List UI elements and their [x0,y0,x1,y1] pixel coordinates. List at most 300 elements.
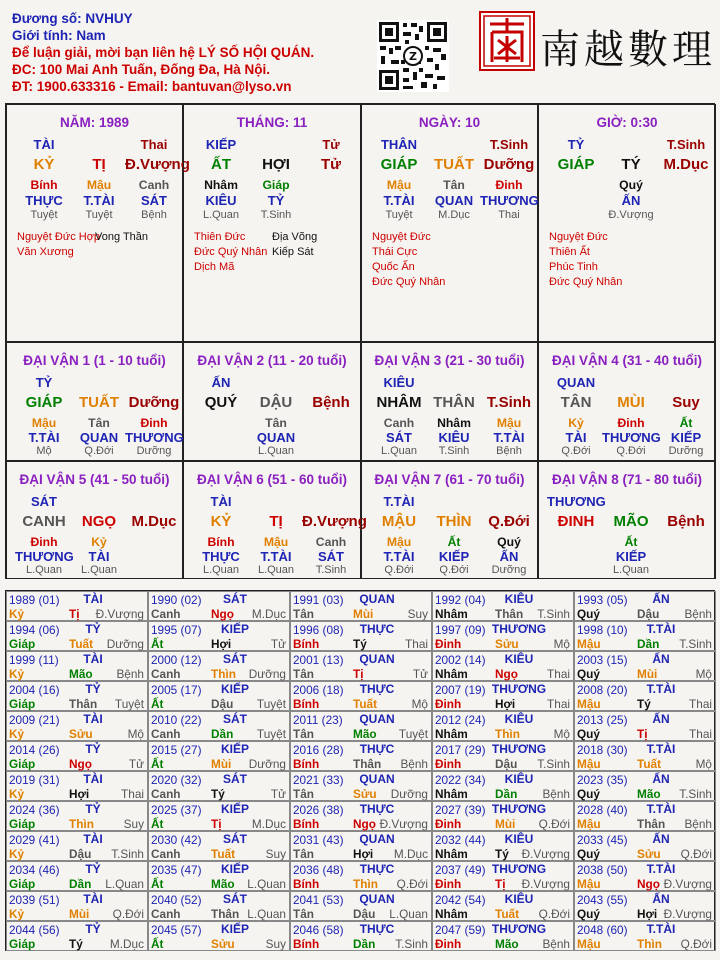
year-cell [6,921,148,951]
year-cell [6,651,148,681]
year-stem: Quý [577,667,600,681]
year-god: THỰC [359,742,395,756]
r2-3: Dưỡng [128,394,180,411]
r2-3: Đ.Vượng [125,156,190,173]
r4-2: TỶ [267,193,285,208]
r4-2: T.TÀI [260,549,292,564]
year-stage: Q.Đới [396,877,428,891]
dai-van-title: ĐẠI VẬN 7 (61 - 70 tuổi) [374,472,525,487]
r5-2: M.Dục [438,209,470,221]
r3-2: Tân [443,178,465,192]
year-stem: Đinh [435,937,462,951]
year-stem: Bính [293,937,320,951]
r2-3: Bệnh [667,513,705,530]
r5-3: Thai [498,209,520,221]
year-stage: Thai [689,727,712,741]
dai-van-title: ĐẠI VẬN 2 (11 - 20 tuổi) [197,353,347,368]
year-god: T.TÀI [646,802,676,816]
year-branch: Ngọ [495,667,518,681]
year-branch: Tuất [495,907,520,921]
r5-2: L.Quan [257,564,295,576]
year-label: 2025 (37) [151,803,202,817]
year-god: SÁT [223,772,247,786]
year-god: TỶ [85,802,101,816]
year-god: THƯƠNG [491,922,547,936]
r3-2: Mậu [86,178,112,192]
year-stem: Mậu [577,757,601,771]
year-cell [290,831,432,861]
year-branch: Thìn [637,937,662,951]
year-branch: Sửu [211,937,235,951]
year-god: KIÊU [504,772,534,786]
year-stem: Nhâm [435,787,468,801]
year-label: 2042 (54) [435,893,486,907]
r5-3: Bệnh [496,445,522,457]
year-cell [148,771,290,801]
year-label: 1993 (05) [577,593,628,607]
year-god: KIÊU [504,652,534,666]
r2-1: GIÁP [380,156,418,173]
year-cell [290,921,432,951]
r1-1: THÂN [380,137,418,152]
year-branch: Mão [69,667,93,681]
pillar-title: NGÀY: 10 [418,115,481,130]
r4-2: KIÊU [438,430,470,445]
year-god: ẤN [652,892,670,906]
year-label: 2017 (29) [435,743,486,757]
year-stem: Giáp [9,697,36,711]
r5-1: L.Quan [202,564,240,576]
year-branch: Thân [495,607,524,621]
year-cell [574,651,716,681]
year-branch: Thân [353,757,382,771]
year-label: 2043 (55) [577,893,628,907]
year-stem: Ất [151,937,164,951]
owner-gender: Giới tính: Nam [12,28,106,43]
year-god: THỰC [359,622,395,636]
year-cell [148,921,290,951]
year-label: 2019 (31) [9,773,60,787]
dai-van-2 [183,342,361,461]
year-cell [574,591,716,621]
year-god: QUAN [359,592,395,606]
year-god: THỰC [359,922,395,936]
year-god: QUAN [359,832,395,846]
r2-3: Suy [672,394,700,411]
star-1-1: Nguyệt Đức Hợp [17,231,101,243]
year-stem: Bính [293,817,320,831]
year-god: SÁT [223,832,247,846]
year-label: 2029 (41) [9,833,60,847]
year-branch: Tị [69,607,80,621]
r5-3: T.Sinh [315,564,347,576]
year-stage: L.Quan [389,907,428,921]
r4-2: TÀI [88,549,110,564]
star-1-2: Địa Võng [272,231,318,243]
year-god: SÁT [223,892,247,906]
year-label: 2006 (18) [293,683,344,697]
year-branch: Ngọ [637,877,660,891]
year-stage: L.Quan [247,907,286,921]
year-cell [148,711,290,741]
year-stage: L.Quan [105,877,144,891]
r4-2: T.TÀI [83,193,115,208]
year-stem: Mậu [577,637,601,651]
year-cell [6,861,148,891]
year-stage: Đ.Vượng [521,877,570,891]
year-stage: Đ.Vượng [379,817,428,831]
year-branch: Tuất [69,637,94,651]
r2-2: THÂN [433,394,475,411]
year-stem: Kỷ [9,727,25,741]
year-cell [432,921,574,951]
r5-2: T.Sinh [260,209,292,221]
r3-2: Ất [447,535,461,549]
r5-2: Q.Đới [439,564,469,576]
year-stage: Suy [265,937,286,951]
r2-3: Bệnh [312,394,350,411]
year-label: 2046 (58) [293,923,344,937]
year-label: 2023 (35) [577,773,628,787]
year-label: 1996 (08) [293,623,344,637]
year-branch: Ngọ [69,757,92,771]
year-stem: Bính [293,877,320,891]
year-stage: Thai [121,787,144,801]
year-label: 1992 (04) [435,593,486,607]
year-cell [148,621,290,651]
r2-2: MÙI [617,394,645,411]
year-god: SÁT [223,592,247,606]
year-cell [148,741,290,771]
star-2-1: Thái Cực [372,246,418,258]
year-label: 2041 (53) [293,893,344,907]
year-cell [148,801,290,831]
year-cell [432,771,574,801]
r5-3: Dưỡng [668,445,704,457]
year-cell [432,711,574,741]
year-cell [432,621,574,651]
year-label: 2028 (40) [577,803,628,817]
owner-info [12,10,342,95]
r2-2: HỢI [262,156,290,173]
year-branch: Dậu [637,607,660,621]
year-branch: Mão [211,877,235,891]
r5-2: Q.Đới [84,445,114,457]
year-stem: Canh [151,607,181,621]
year-stage: Mộ [695,757,712,771]
year-god: KIẾP [220,862,249,876]
r1-1: TỶ [35,375,53,390]
year-branch: Mùi [637,667,658,681]
year-label: 1991 (03) [293,593,344,607]
year-branch: Hợi [637,907,658,921]
year-stage: Bệnh [684,817,712,831]
year-stem: Canh [151,907,181,921]
r4-1: THƯƠNG [15,549,74,564]
r2-1: CANH [22,513,66,530]
r4-2: QUAN [79,430,119,445]
year-god: KIẾP [220,622,249,636]
year-label: 2047 (59) [435,923,486,937]
year-branch: Hợi [211,637,232,651]
year-branch: Sửu [637,847,661,861]
year-stage: Q.Đới [112,907,144,921]
year-cell [432,891,574,921]
pillar-title: THÁNG: 11 [236,115,308,130]
year-stage: M.Dục [109,937,144,951]
star-2-1: Văn Xương [17,246,74,258]
year-cell [290,891,432,921]
year-stage: Suy [123,817,144,831]
year-label: 2000 (12) [151,653,202,667]
year-label: 2044 (56) [9,923,60,937]
year-stem: Nhâm [435,907,468,921]
year-label: 1999 (11) [9,653,59,667]
star-1-1: Nguyệt Đức [372,231,431,243]
year-stage: Tuyệt [114,697,144,711]
r3-3: Canh [315,535,347,549]
r3-2: Kỷ [91,535,107,549]
owner-name: Đương số: NVHUY [12,11,133,26]
year-branch: Thân [211,907,240,921]
r2-1: GIÁP [25,394,63,411]
r1-1: TÀI [210,494,232,509]
year-branch: Tị [495,877,506,891]
r2-2: TỊ [92,156,106,173]
year-stem: Tân [293,907,314,921]
r1-3: T.Sinh [666,137,706,152]
r2-3: Q.Đới [488,513,530,530]
contact-address: ĐC: 100 Mai Anh Tuấn, Đống Đa, Hà Nội. [12,62,271,77]
r3-1: Đinh [30,535,58,549]
r3-2: Tân [265,416,287,430]
r1-1: KIÊU [383,375,415,390]
r5-1: L.Quan [25,564,63,576]
r2-2: TUẤT [79,394,119,411]
r1-1: ẤN [211,375,231,390]
r5-1: L.Quan [380,445,418,457]
year-stage: Thai [547,667,570,681]
year-stem: Quý [577,847,600,861]
dai-van-title: ĐẠI VẬN 3 (21 - 30 tuổi) [374,353,525,368]
r4-1: THỰC [202,549,240,564]
year-stage: Q.Đới [538,817,570,831]
star-1-1: Nguyệt Đức [549,231,608,243]
year-god: ẤN [652,832,670,846]
year-stem: Nhâm [435,727,468,741]
year-label: 2036 (48) [293,863,344,877]
year-branch: Dần [495,787,518,801]
seal-logo [478,10,536,72]
year-cell [574,741,716,771]
year-cell [148,831,290,861]
year-cell [6,591,148,621]
year-label: 2039 (51) [9,893,60,907]
year-cell [290,681,432,711]
year-stage: Q.Đới [680,937,712,951]
r5-2: L.Quan [612,564,650,576]
r4-1: TÀI [565,430,587,445]
year-stem: Kỷ [9,847,25,861]
year-stage: Bệnh [684,607,712,621]
year-god: KIẾP [220,922,249,936]
year-stem: Mậu [577,817,601,831]
year-god: TỶ [85,742,101,756]
year-branch: Dậu [211,697,234,711]
r2-1: ẤT [211,156,231,173]
year-branch: Dậu [69,847,92,861]
year-branch: Tuất [211,847,236,861]
year-stage: Dưỡng [248,757,286,771]
year-god: ẤN [652,652,670,666]
r3-3: Canh [138,178,170,192]
r4-1: T.TÀI [28,430,60,445]
year-label: 2012 (24) [435,713,486,727]
year-branch: Thìn [211,667,236,681]
year-stage: Đ.Vượng [663,877,712,891]
r4-2: THƯƠNG [602,430,661,445]
year-label: 2038 (50) [577,863,628,877]
year-branch: Tị [637,727,648,741]
year-branch: Mùi [211,757,232,771]
year-god: TÀI [83,772,103,786]
dai-van-title: ĐẠI VẬN 1 (1 - 10 tuổi) [23,353,166,368]
r2-3: T.Sinh [486,394,532,411]
year-label: 1997 (09) [435,623,486,637]
year-stage: Đ.Vượng [663,907,712,921]
year-branch: Tý [211,787,225,801]
year-god: THƯƠNG [491,802,547,816]
year-god: ẤN [652,772,670,786]
year-cell [6,831,148,861]
r3-2: Tân [88,416,110,430]
year-label: 2035 (47) [151,863,202,877]
year-stage: Tuyệt [398,727,428,741]
year-label: 1990 (02) [151,593,202,607]
year-label: 2032 (44) [435,833,486,847]
r3-2: Nhâm [437,416,471,430]
year-label: 2016 (28) [293,743,344,757]
year-branch: Sửu [353,787,377,801]
year-god: KIẾP [220,802,249,816]
year-branch: Tý [353,637,367,651]
year-stage: T.Sinh [111,847,144,861]
year-stage: Tử [270,637,286,651]
year-stage: Q.Đới [538,907,570,921]
star-3-1: Dịch Mã [194,261,235,273]
year-label: 2011 (23) [293,713,343,727]
year-stem: Nhâm [435,607,468,621]
year-god: QUAN [359,652,395,666]
year-god: SÁT [223,712,247,726]
star-1-2: Vong Thần [95,231,149,243]
year-god: THỰC [359,862,395,876]
year-label: 2014 (26) [9,743,60,757]
r1-1: QUAN [556,375,596,390]
r3-2: Giáp [262,178,290,192]
r5-1: Q.Đới [561,445,591,457]
r3-3: Đinh [495,178,523,192]
r3-3: Quý [497,535,521,549]
r1-1: TỶ [567,137,585,152]
r2-2: MÃO [613,513,649,530]
dai-van-title: ĐẠI VẬN 4 (31 - 40 tuổi) [551,353,703,368]
year-label: 2021 (33) [293,773,344,787]
year-label: 2030 (42) [151,833,202,847]
year-branch: Mão [495,937,519,951]
year-cell [432,801,574,831]
r3-2: Mậu [263,535,289,549]
year-stage: Dưỡng [390,787,428,801]
year-branch: Mão [353,727,377,741]
year-label: 2045 (57) [151,923,202,937]
year-god: TÀI [83,652,103,666]
year-stage: T.Sinh [537,757,570,771]
year-stage: Suy [265,847,286,861]
r2-2: THÌN [436,513,472,530]
year-cell [6,891,148,921]
year-stem: Bính [293,637,320,651]
year-stem: Canh [151,787,181,801]
year-god: QUAN [359,892,395,906]
year-branch: Tị [353,667,364,681]
year-cell [432,651,574,681]
year-label: 2018 (30) [577,743,628,757]
year-branch: Dần [211,727,234,741]
year-branch: Sửu [495,637,519,651]
year-cell [6,771,148,801]
year-label: 2009 (21) [9,713,60,727]
dai-van-5 [6,461,183,579]
year-label: 2027 (39) [435,803,486,817]
dai-van-title: ĐẠI VẬN 6 (51 - 60 tuổi) [196,472,348,487]
year-stage: Bệnh [542,787,570,801]
year-branch: Sửu [69,727,93,741]
year-label: 2034 (46) [9,863,60,877]
year-cell [574,801,716,831]
r3-2: Đinh [617,416,645,430]
r5-2: Q.Đới [616,445,646,457]
r2-3: M.Dục [663,156,709,173]
year-stem: Giáp [9,937,36,951]
year-stage: M.Dục [251,817,286,831]
r4-1: KIÊU [205,193,237,208]
r1-1: TÀI [33,137,55,152]
year-cell [574,921,716,951]
year-branch: Thân [637,817,666,831]
r1-1: T.TÀI [383,494,415,509]
year-stem: Quý [577,907,600,921]
r3-1: Mậu [31,416,57,430]
year-branch: Mùi [69,907,90,921]
star-4-1: Đức Quý Nhân [372,276,446,288]
r4-3: SÁT [318,549,344,564]
year-god: TỶ [85,622,101,636]
year-god: TỶ [85,922,101,936]
dai-van-4 [538,342,716,461]
year-stem: Kỷ [9,667,25,681]
r3-1: Mậu [386,178,412,192]
year-stage: Suy [407,607,428,621]
r4-2: KIẾP [438,549,470,564]
year-stage: Thai [547,697,570,711]
year-cell [6,711,148,741]
year-god: KIÊU [504,712,534,726]
year-cell [290,591,432,621]
dai-van-6 [183,461,367,579]
year-branch: Dậu [353,907,376,921]
year-label: 2007 (19) [435,683,486,697]
